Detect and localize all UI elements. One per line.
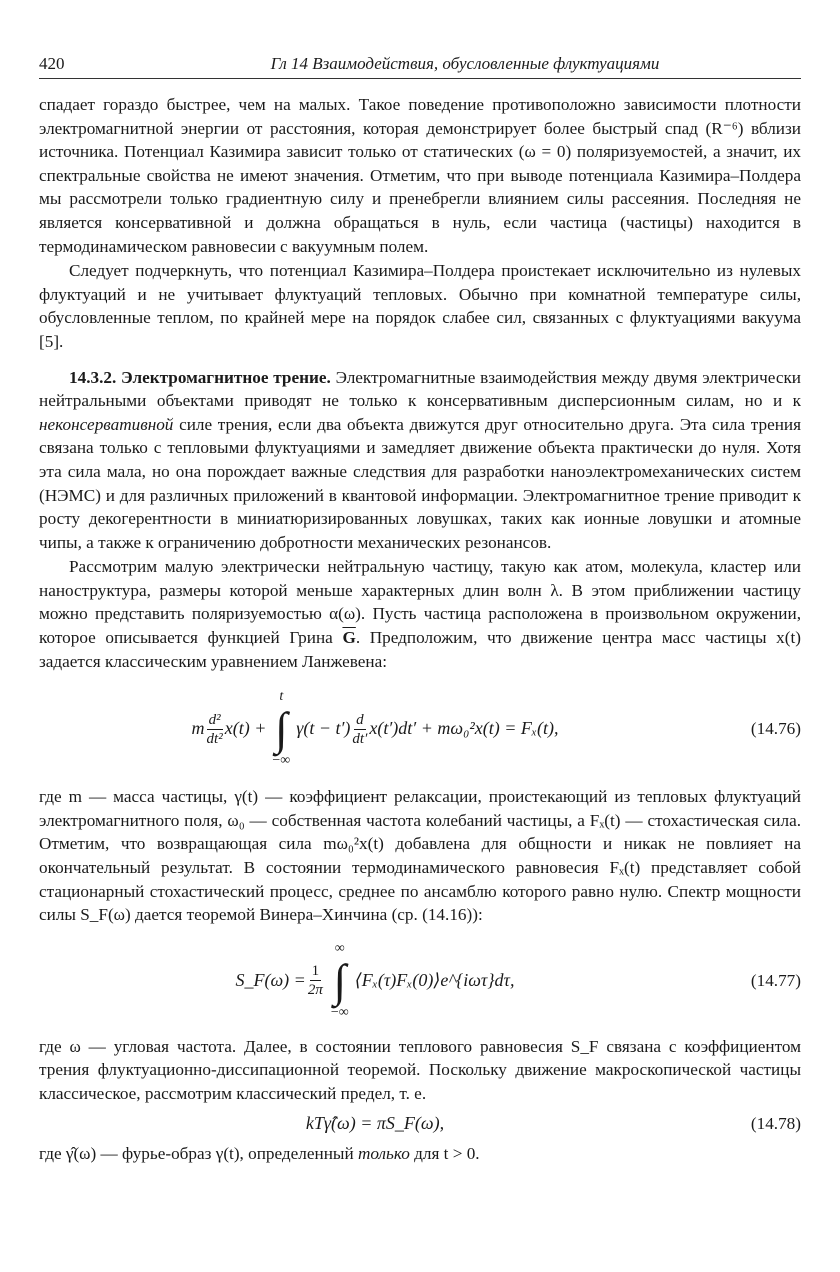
running-title: Гл 14 Взаимодействия, обусловленные флуктуациями: [270, 54, 660, 73]
eq2-twopi: 2π: [307, 982, 323, 999]
eq1-dtp: dt′: [352, 730, 368, 747]
equation-14-77: [39, 933, 801, 1029]
paragraph-5: где m — масса частицы, γ(t) — коэффициент релаксации, проистекающий из тепловых флуктуаций электромагнитного поля, ω₀ — собственная частота колебаний частицы, а Fₓ(t) — стохастическая сила. Отметим, что возвращающая сила mω₀²x(t) добавлена для общности и никак не повлияет на окончательный результат. В состоянии термодинамического равновесия Fₓ(t) представляет собой стационарный стохастический процесс, среднее по ансамблю которого равно нулю. Спектр мощности силы S_F(ω) дается теоремой Винера–Хинчина (ср. (14.16)):: [39, 787, 801, 925]
eq1-mass: m: [191, 718, 205, 739]
eq2-lhs: S_F(ω) =: [235, 970, 306, 991]
equation-number-14-77: (14.77): [750, 971, 801, 991]
eq1-d: d: [356, 711, 364, 728]
eq2-integral: [331, 942, 349, 1020]
paragraph-7-text-b: для t > 0.: [414, 1143, 480, 1163]
equation-14-78: [39, 1108, 801, 1140]
eq1-rest: x(t′)dt′ + mω₀²x(t) = Fₓ(t),: [369, 718, 559, 739]
eq2-one: 1: [311, 963, 320, 980]
eq1-integral: [272, 690, 290, 768]
equation-14-78-formula: [39, 1108, 711, 1140]
paragraph-3-text-b: силе трения, если два объекта движутся друг относительно друга. Эта сила трения связана только с тепловыми флуктуациями и замедляет движение объекта практически до нуля. Хотя эта сила мала, но она порождает важные следствия для разработки наноэлектромеханических систем (НЭМС) и для различных приложений в квантовой информации. Электромагнитное трение приводит к росту декогерентности в миниатюризированных ловушках, таких как ионные ловушки и атомные чипы, а также к ограничению добротности механических резонансов.: [39, 414, 801, 552]
page: [39, 52, 801, 1165]
paragraph-3-text-a: Электромагнитные взаимодействия между двумя электрически нейтральными объектами приводят не только к консервативным дисперсионным силам, но и к: [39, 367, 802, 411]
equation-number-14-78: (14.78): [750, 1113, 801, 1133]
equation-14-77-formula: [39, 933, 711, 1029]
paragraph-3: [39, 366, 801, 555]
paragraph-2: Следует подчеркнуть, что потенциал Казимира–Полдера проистекает исключительно из нулевых флуктуаций и не учитывает флуктуаций тепловых. Обычно при комнатной температуре силы, обусловленные теплом, по крайней мере на порядок слабее сил, связанных с флуктуациями вакуума [5].: [39, 261, 801, 351]
running-header: [39, 52, 801, 79]
eq3-text: kTγ̂(ω) = πS_F(ω),: [305, 1112, 445, 1133]
eq1-first-derivative: [352, 711, 367, 748]
paragraph-3-emphasis: неконсервативной: [39, 414, 174, 434]
paragraph-4: [39, 555, 801, 673]
eq1-second-derivative: [207, 711, 223, 748]
integral-sign-icon: ∫: [333, 954, 347, 1006]
paragraph-7: [39, 1142, 801, 1166]
paragraph-4-text-b: . Предположим, что движение центра масс частицы x(t) задается классическим уравнением Ланжевена:: [39, 628, 802, 671]
eq1-xt: x(t) +: [224, 718, 267, 739]
paragraph-7-text-a: где γ̂(ω) — фурье-образ γ(t), определенный: [39, 1143, 354, 1163]
equation-14-76-formula: [39, 679, 711, 779]
equation-number-14-76: (14.76): [750, 719, 801, 739]
green-function-symbol: $\overline{G}$: [342, 628, 356, 648]
paragraph-6: где ω — угловая частота. Далее, в состоянии теплового равновесия S_F связана с коэффициентом трения флуктуационно-диссипационной теоремой. Поскольку движение макроскопической частицы классическое, рассмотрим классический предел, т. е.: [39, 1036, 801, 1103]
eq2-upper-limit: ∞: [334, 940, 345, 956]
eq1-lower-limit: −∞: [272, 753, 291, 769]
eq2-integrand: ⟨Fₓ(τ)Fₓ(0)⟩e^{iωτ}dτ,: [354, 970, 515, 991]
integral-sign-icon: ∫: [274, 703, 288, 755]
paragraph-7-emphasis: только: [357, 1143, 410, 1163]
page-body: [39, 93, 801, 1165]
section-heading: 14.3.2. Электромагнитное трение.: [69, 367, 331, 387]
paragraph-4-text-a: Рассмотрим малую электрически нейтральную частицу, такую как атом, молекула, кластер или наноструктура, размеры которой меньше характерных длин волн λ. В этом приближении частицу можно представить поляризуемостью α(ω). Пусть частица расположена в произвольном окружении, которое описывается функцией Грина: [39, 557, 801, 648]
eq1-upper-limit: t: [279, 689, 284, 705]
eq1-dt2: dt²: [206, 730, 223, 747]
page-number: 420: [39, 54, 65, 73]
equation-14-76: [39, 679, 801, 779]
eq2-lower-limit: −∞: [330, 1004, 349, 1020]
eq1-d2: d²: [208, 711, 221, 728]
paragraph-1: спадает гораздо быстрее, чем на малых. Такое поведение противоположно зависимости плотности электромагнитной энергии от расстояния, которая демонстрирует более быстрый спад (R⁻⁶) вблизи источника. Потенциал Казимира зависит только от статических (ω = 0) поляризуемостей, а значит, их спектральные свойства не имеют значения. Отметим, что при выводе потенциала Казимира–Полдера мы рассмотрели только градиентную силу и пренебрегли влиянием силы рассеяния. Последняя не является консервативной и должна обращаться в нуль, если частица (частицы) находится в термодинамическом равновесии с вакуумным полем.: [39, 95, 801, 256]
eq2-prefactor: [308, 962, 323, 999]
eq1-kernel: γ(t − t′): [296, 718, 351, 739]
